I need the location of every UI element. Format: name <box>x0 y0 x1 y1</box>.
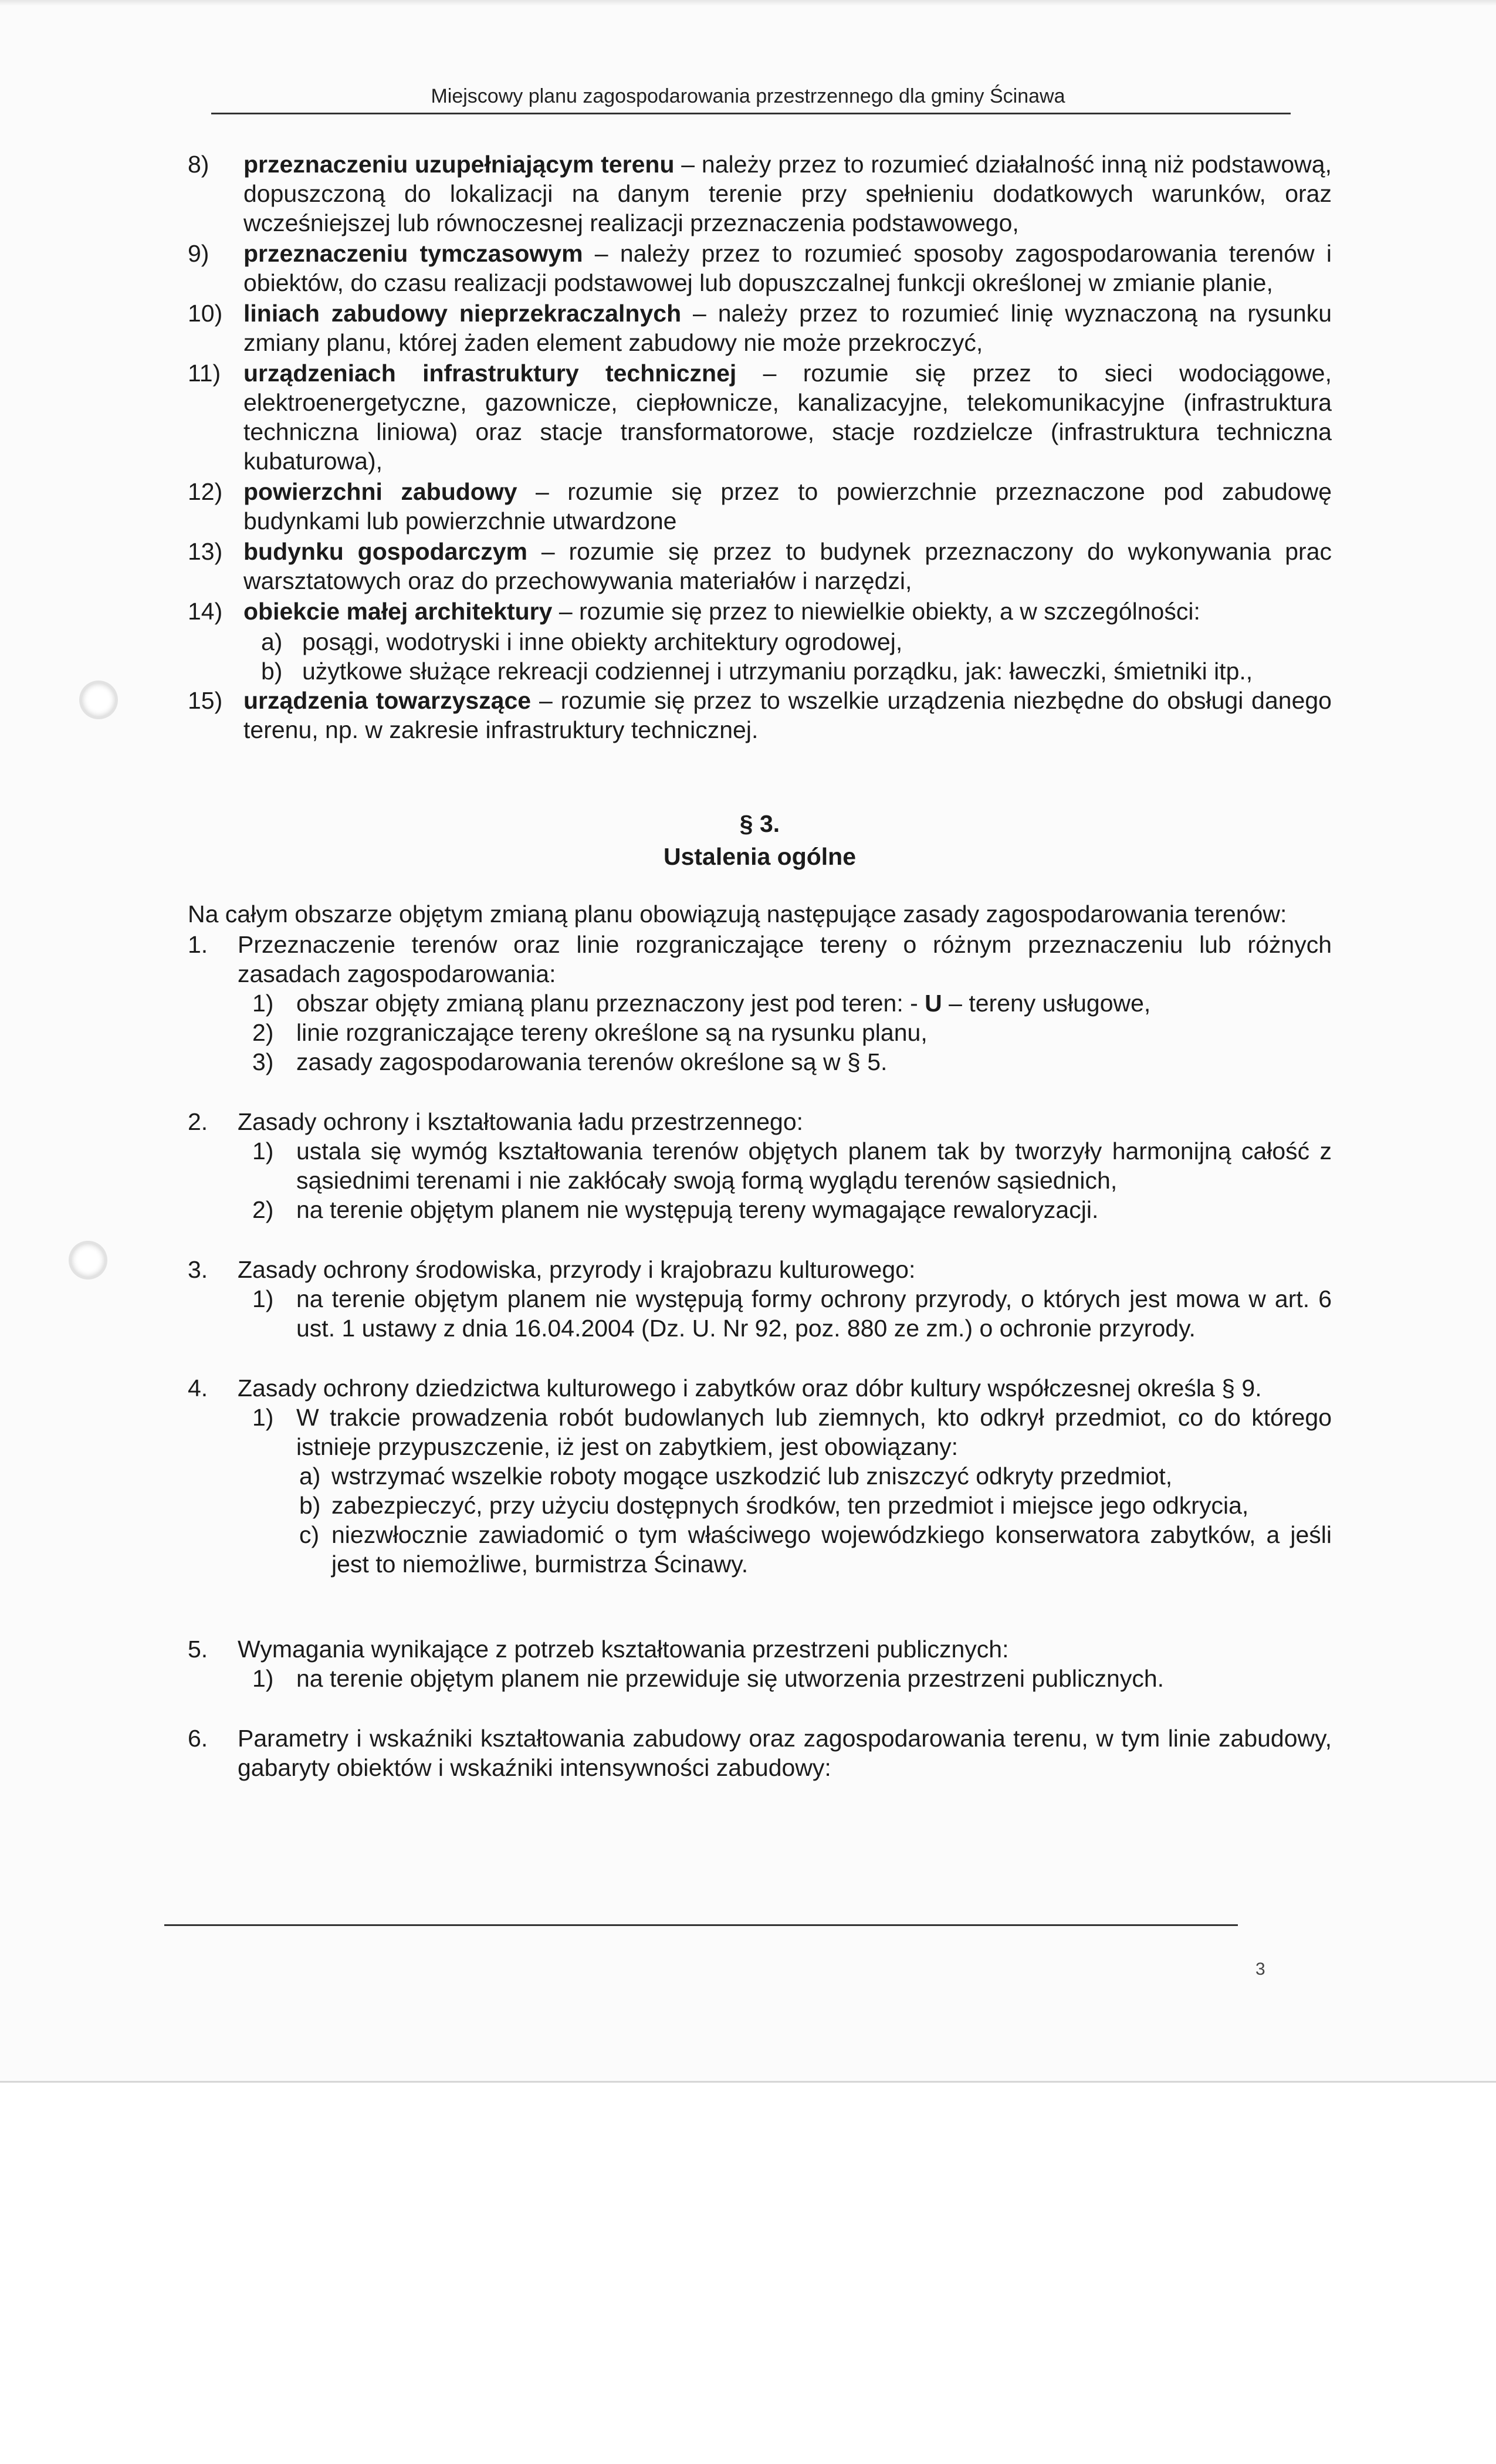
definition-item: 8) przeznaczeniu uzupełniającym terenu – należy przez to rozumieć działalność inną niż podstawową, dopuszczoną do lokalizacji na danym terenie przy spełnieniu dodatkowych warunków, oraz wcześniejszej lub równoczesnej realizacji przeznaczenia podstawowego, <box>188 151 1332 236</box>
definition-item: 10) liniach zabudowy nieprzekraczalnych – należy przez to rozumieć linię wyznaczoną na rysunku zmiany planu, której żaden element zabudowy nie może przekroczyć, <box>188 300 1332 356</box>
definition-subitem: a) posągi, wodotryski i inne obiekty architektury ogrodowej, <box>261 628 903 655</box>
rule-letter-item: a) wstrzymać wszelkie roboty mogące uszkodzić lub zniszczyć odkryty przedmiot, <box>299 1463 1173 1490</box>
document-body <box>188 150 1332 1782</box>
rule-subitem: 1) W trakcie prowadzenia robót budowlanych lub ziemnych, kto odkrył przedmiot, co do którego istnieje przypuszczenie, iż jest on zabytkiem, jest obowiązany: <box>252 1404 1332 1460</box>
punch-hole <box>72 1244 104 1277</box>
definition-item: 14) obiekcie małej architektury – rozumie się przez to niewielkie obiekty, a w szczególności: <box>188 598 1200 625</box>
definition-item: 11) urządzeniach infrastruktury technicznej – rozumie się przez to sieci wodociągowe, elektroenergetyczne, gazownicze, ciepłownicze, kanalizacyjne, telekomunikacyjne (infrastruktura techniczna liniowa) oraz stacje transformatorowe, stacje rozdzielcze (infrastruktura techniczna kubaturowa), <box>188 360 1332 475</box>
rule-letter-item: b) zabezpieczyć, przy użyciu dostępnych środków, ten przedmiot i miejsce jego odkrycia, <box>299 1492 1249 1519</box>
footer-rule <box>164 1924 1238 1926</box>
rule-item: 3. Zasady ochrony środowiska, przyrody i krajobrazu kulturowego: <box>188 1256 916 1283</box>
definition-item: 13) budynku gospodarczym – rozumie się przez to budynek przeznaczony do wykonywania prac warsztatowych oraz do przechowywania materiałów i narzędzi, <box>188 538 1332 594</box>
rule-letter-item: c) niezwłocznie zawiadomić o tym właściwego wojewódzkiego konserwatora zabytków, a jeśli jest to niemożliwe, burmistrza Ścinawy. <box>299 1521 1332 1578</box>
section-title: Ustalenia ogólne <box>663 843 857 870</box>
header-rule <box>211 113 1291 114</box>
rule-subitem: 1) obszar objęty zmianą planu przeznaczony jest pod teren: - U – tereny usługowe, <box>252 990 1151 1017</box>
rule-item: 2. Zasady ochrony i kształtowania ładu przestrzennego: <box>188 1108 804 1135</box>
rule-item: 6. Parametry i wskaźniki kształtowania zabudowy oraz zagospodarowania terenu, w tym linie zabudowy, gabaryty obiektów i wskaźniki intensywności zabudowy: <box>188 1725 1332 1781</box>
rule-item: 1. Przeznaczenie terenów oraz linie rozgraniczające tereny o różnym przeznaczeniu lub różnych zasadach zagospodarowania: <box>188 931 1332 987</box>
rule-subitem: 1) ustala się wymóg kształtowania terenów objętych planem tak by tworzyły harmonijną całość z sąsiednimi terenami i nie zakłócały swoją formą wyglądu terenów sąsiednich, <box>252 1138 1332 1194</box>
rule-subitem: 1) na terenie objętym planem nie przewiduje się utworzenia przestrzeni publicznych. <box>252 1665 1165 1692</box>
definition-item: 9) przeznaczeniu tymczasowym – należy przez to rozumieć sposoby zagospodarowania terenów i obiektów, do czasu realizacji podstawowej lub dopuszczalnej funkcji określonej w zmianie planie, <box>188 240 1332 296</box>
punch-hole <box>82 683 115 716</box>
page-number: 3 <box>1255 1959 1265 1979</box>
definition-item: 12) powierzchni zabudowy – rozumie się przez to powierzchnie przeznaczone pod zabudowę budynkami lub powierzchnie utwardzone <box>188 478 1332 534</box>
rule-subitem: 1) na terenie objętym planem nie występują formy ochrony przyrody, o których jest mowa w art. 6 ust. 1 ustawy z dnia 16.04.2004 (Dz. U. Nr 92, poz. 880 ze zm.) o ochronie przyrody. <box>252 1285 1332 1342</box>
section-number: § 3. <box>739 810 780 837</box>
definition-subitem: b) użytkowe służące rekreacji codziennej i utrzymaniu porządku, jak: ławeczki, śmietniki itp., <box>261 658 1253 685</box>
rule-item: 5. Wymagania wynikające z potrzeb kształtowania przestrzeni publicznych: <box>188 1636 1009 1663</box>
rule-item: 4. Zasady ochrony dziedzictwa kulturowego i zabytków oraz dóbr kultury współczesnej określa § 9. <box>188 1375 1262 1402</box>
page-edge <box>0 0 1496 6</box>
header-title: Miejscowy planu zagospodarowania przestrzennego dla gminy Ścinawa <box>431 85 1065 107</box>
section-intro: Na całym obszarze objętym zmianą planu obowiązują następujące zasady zagospodarowania terenów: <box>188 901 1287 928</box>
rule-subitem: 3) zasady zagospodarowania terenów określone są w § 5. <box>252 1048 888 1075</box>
definition-item: 15) urządzenia towarzyszące – rozumie się przez to wszelkie urządzenia niezbędne do obsługi danego terenu, np. w zakresie infrastruktury technicznej. <box>188 687 1332 743</box>
rule-subitem: 2) na terenie objętym planem nie występują tereny wymagające rewaloryzacji. <box>252 1196 1099 1223</box>
rule-subitem: 2) linie rozgraniczające tereny określone są na rysunku planu, <box>252 1019 928 1046</box>
